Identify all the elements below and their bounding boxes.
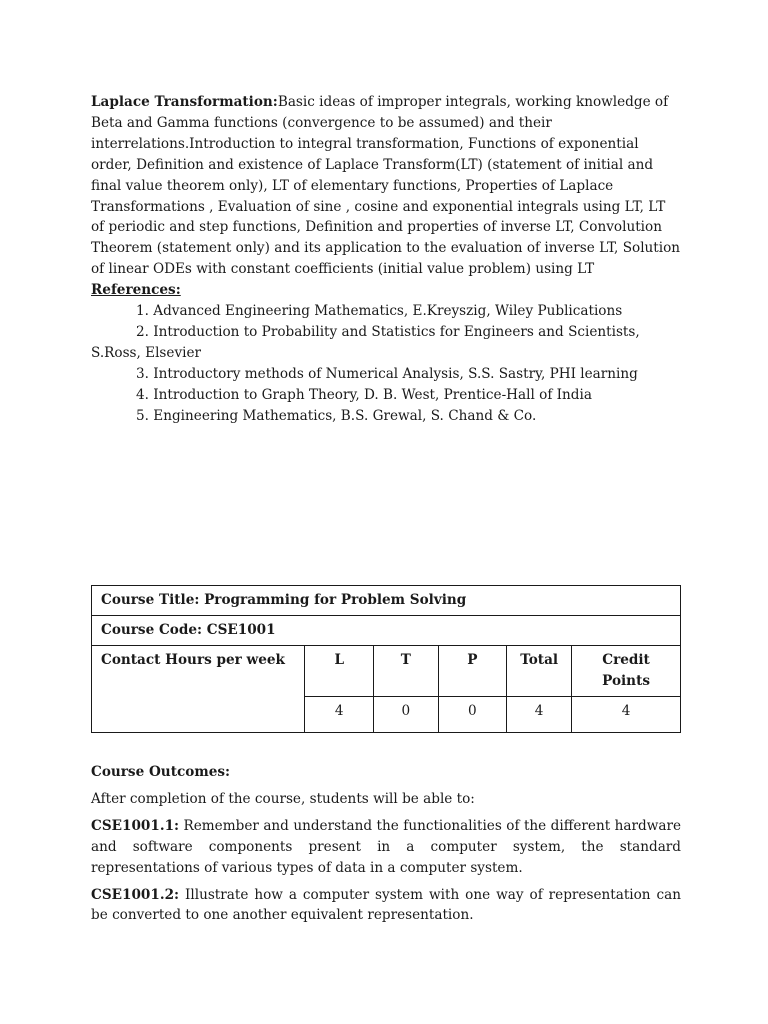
laplace-heading: Laplace Transformation: [91, 94, 278, 110]
reference-item-1: 1. Advanced Engineering Mathematics, E.Kreyszig, Wiley Publications [136, 303, 623, 320]
header-t: T [374, 645, 439, 696]
header-p: P [438, 645, 507, 696]
course-table [91, 585, 681, 733]
outcome-code-1: CSE1001.1: [91, 817, 180, 834]
reference-item-3: 3. Introductory methods of Numerical Analysis, S.S. Sastry, PHI learning [136, 365, 638, 382]
header-credit-points: Credit Points [572, 645, 681, 696]
outcome-text-1: Remember and understand the functionalities of the different hardware and software components present in a computer system, the standard representations of various types of data in a computer system. [91, 817, 681, 876]
value-total: 4 [507, 696, 572, 732]
course-code: Course Code: CSE1001 [92, 615, 681, 645]
references-heading: References: [91, 282, 181, 299]
value-l: 4 [305, 696, 374, 732]
course-outcomes [91, 762, 681, 932]
laplace-body: Basic ideas of improper integrals, working knowledge of Beta and Gamma functions (convergence to be assumed) and their interrelations.Introduction to integral transformation, Functions of exponential order, Definition and existence of Laplace Transform(LT) (statement of initial and final value theorem only), LT of elementary functions, Properties of Laplace Transformations , Evaluation of sine , cosine and exponential integrals using LT, LT of periodic and step functions, Definition and properties of inverse LT, Convolution Theorem (statement only) and its application to the evaluation of inverse LT, Solution of linear ODEs with constant coefficients (initial value problem) using LT [91, 94, 681, 278]
outcome-text-2: Illustrate how a computer system with one way of representation can be converted to one another equivalent representation. [91, 886, 681, 924]
value-t: 0 [374, 696, 439, 732]
reference-item-5: 5. Engineering Mathematics, B.S. Grewal, S. Chand & Co. [136, 407, 537, 424]
header-l: L [305, 645, 374, 696]
contact-hours-label: Contact Hours per week [92, 645, 305, 732]
value-credit-points: 4 [572, 696, 681, 732]
syllabus-text [91, 92, 681, 427]
header-total: Total [507, 645, 572, 696]
value-p: 0 [438, 696, 507, 732]
laplace-paragraph [91, 92, 681, 280]
outcomes-intro: After completion of the course, students will be able to: [91, 790, 475, 807]
reference-item-2: 2. Introduction to Probability and Statistics for Engineers and Scientists, S.Ross, Elsevier [91, 323, 640, 361]
outcome-code-2: CSE1001.2: [91, 886, 180, 903]
outcome-item-1 [91, 816, 681, 879]
reference-item-4: 4. Introduction to Graph Theory, D. B. West, Prentice-Hall of India [136, 386, 592, 403]
outcomes-heading: Course Outcomes: [91, 764, 231, 780]
outcome-item-2 [91, 885, 681, 927]
course-title: Course Title: Programming for Problem Solving [92, 586, 681, 616]
